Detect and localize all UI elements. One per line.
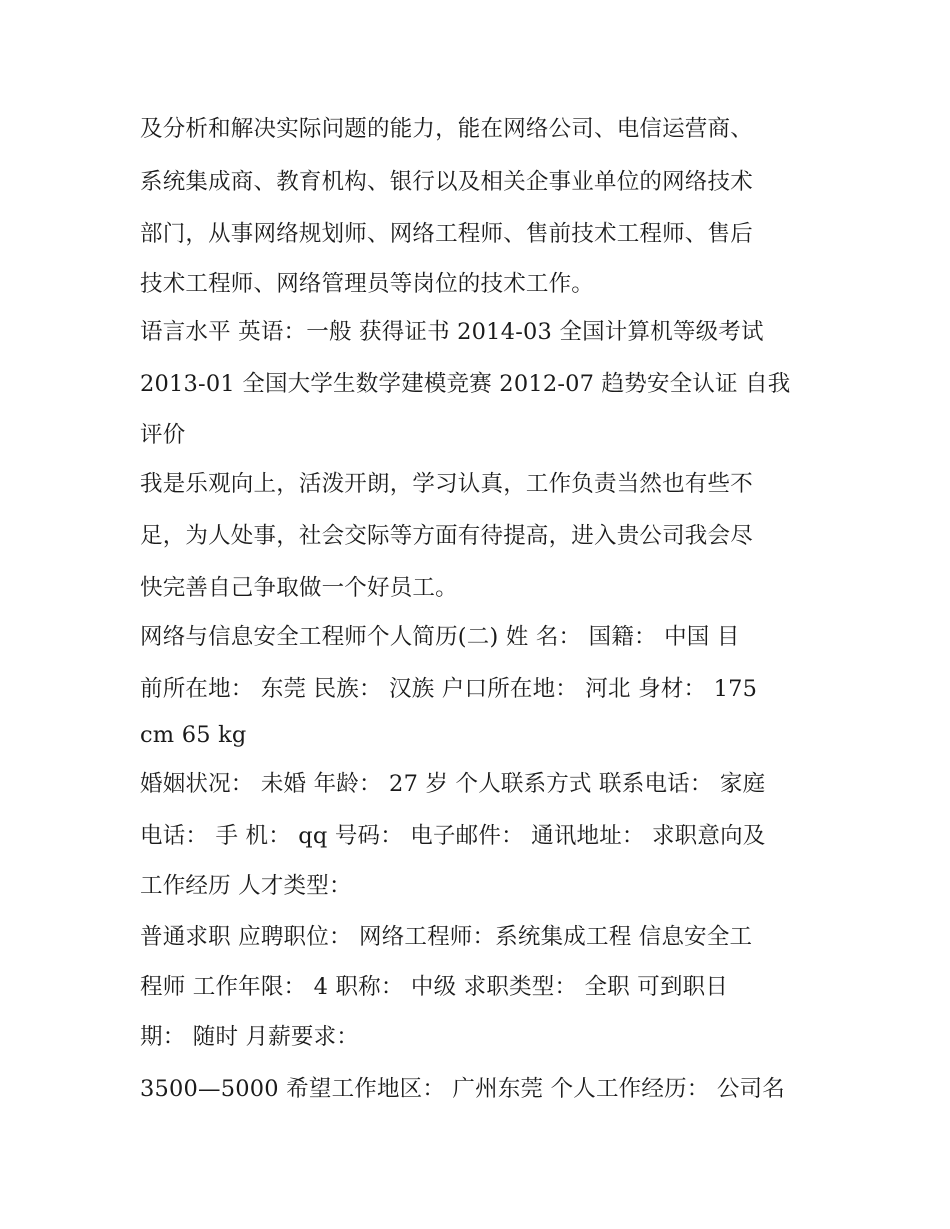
text-line: 3500—5000 希望工作地区： 广州东莞 个人工作经历： 公司名 (140, 1076, 785, 1102)
text-line: 电话： 手 机： qq 号码： 电子邮件： 通讯地址： 求职意向及 (140, 823, 766, 849)
text-line: 评价 (140, 422, 186, 448)
text-line: 快完善自己争取做一个好员工。 (140, 575, 458, 601)
text-line: 婚姻状况： 未婚 年龄： 27 岁 个人联系方式 联系电话： 家庭 (140, 771, 766, 797)
text-line: cm 65 kg (140, 722, 247, 748)
text-line: 及分析和解决实际问题的能力，能在网络公司、电信运营商、 (140, 116, 753, 142)
text-line: 足，为人处事，社会交际等方面有待提高，进入贵公司我会尽 (140, 523, 753, 549)
text-line: 部门，从事网络规划师、网络工程师、售前技术工程师、售后 (140, 221, 753, 247)
text-line: 工作经历 人才类型： (140, 873, 352, 899)
text-line: 2013-01 全国大学生数学建模竞赛 2012-07 趋势安全认证 自我 (140, 371, 791, 397)
text-line: 网络与信息安全工程师个人简历(二) 姓 名： 国籍： 中国 目 (140, 624, 740, 650)
text-line: 系统集成商、教育机构、银行以及相关企事业单位的网络技术 (140, 169, 753, 195)
text-line: 普通求职 应聘职位： 网络工程师：系统集成工程 信息安全工 (140, 924, 753, 950)
text-line: 程师 工作年限： 4 职称： 中级 求职类型： 全职 可到职日 (140, 974, 729, 1000)
text-line: 我是乐观向上，活泼开朗，学习认真，工作负责当然也有些不 (140, 471, 753, 497)
text-line: 前所在地： 东莞 民族： 汉族 户口所在地： 河北 身材： 175 (140, 676, 758, 702)
text-line: 期： 随时 月薪要求： (140, 1024, 360, 1050)
text-line: 技术工程师、网络管理员等岗位的技术工作。 (140, 271, 595, 297)
text-line: 语言水平 英语：一般 获得证书 2014-03 全国计算机等级考试 (140, 319, 764, 345)
